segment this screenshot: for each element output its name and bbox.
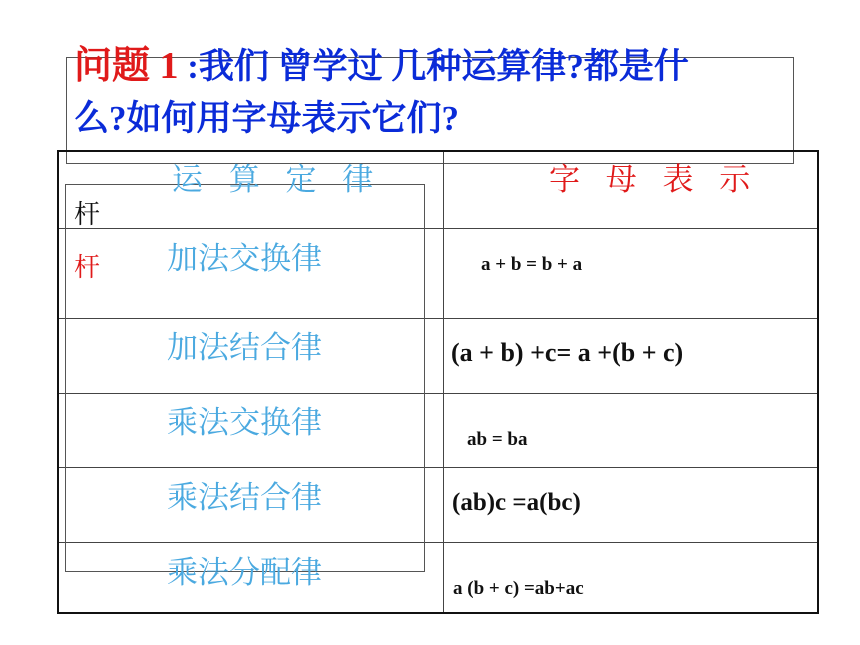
formula: a + b = b + a [481, 254, 583, 275]
overlay-glyph: 杆 [74, 253, 101, 283]
law-name: 乘法分配律 [167, 555, 322, 590]
formula: ab = ba [467, 429, 528, 450]
law-name: 乘法结合律 [167, 480, 322, 515]
law-name: 乘法交换律 [167, 405, 322, 440]
question-title [74, 40, 794, 145]
question-prefix: 问题 1 [74, 45, 179, 87]
question-line1: :我们 曾学过 几种运算律?都是什 [178, 47, 689, 86]
header-law: 运 算 定 律 [172, 162, 383, 197]
formula: (ab)c =a(bc) [452, 489, 581, 516]
header-formula: 字 母 表 示 [549, 162, 760, 197]
formula: a (b + c) =ab+ac [453, 578, 584, 599]
question-line2: 么?如何用字母表示它们? [74, 99, 460, 138]
column-divider [443, 152, 444, 612]
formula: (a + b) +c= a +(b + c) [451, 338, 684, 367]
law-name: 加法交换律 [167, 241, 322, 276]
overlay-glyph: 杆 [74, 200, 101, 230]
law-name: 加法结合律 [167, 330, 322, 365]
